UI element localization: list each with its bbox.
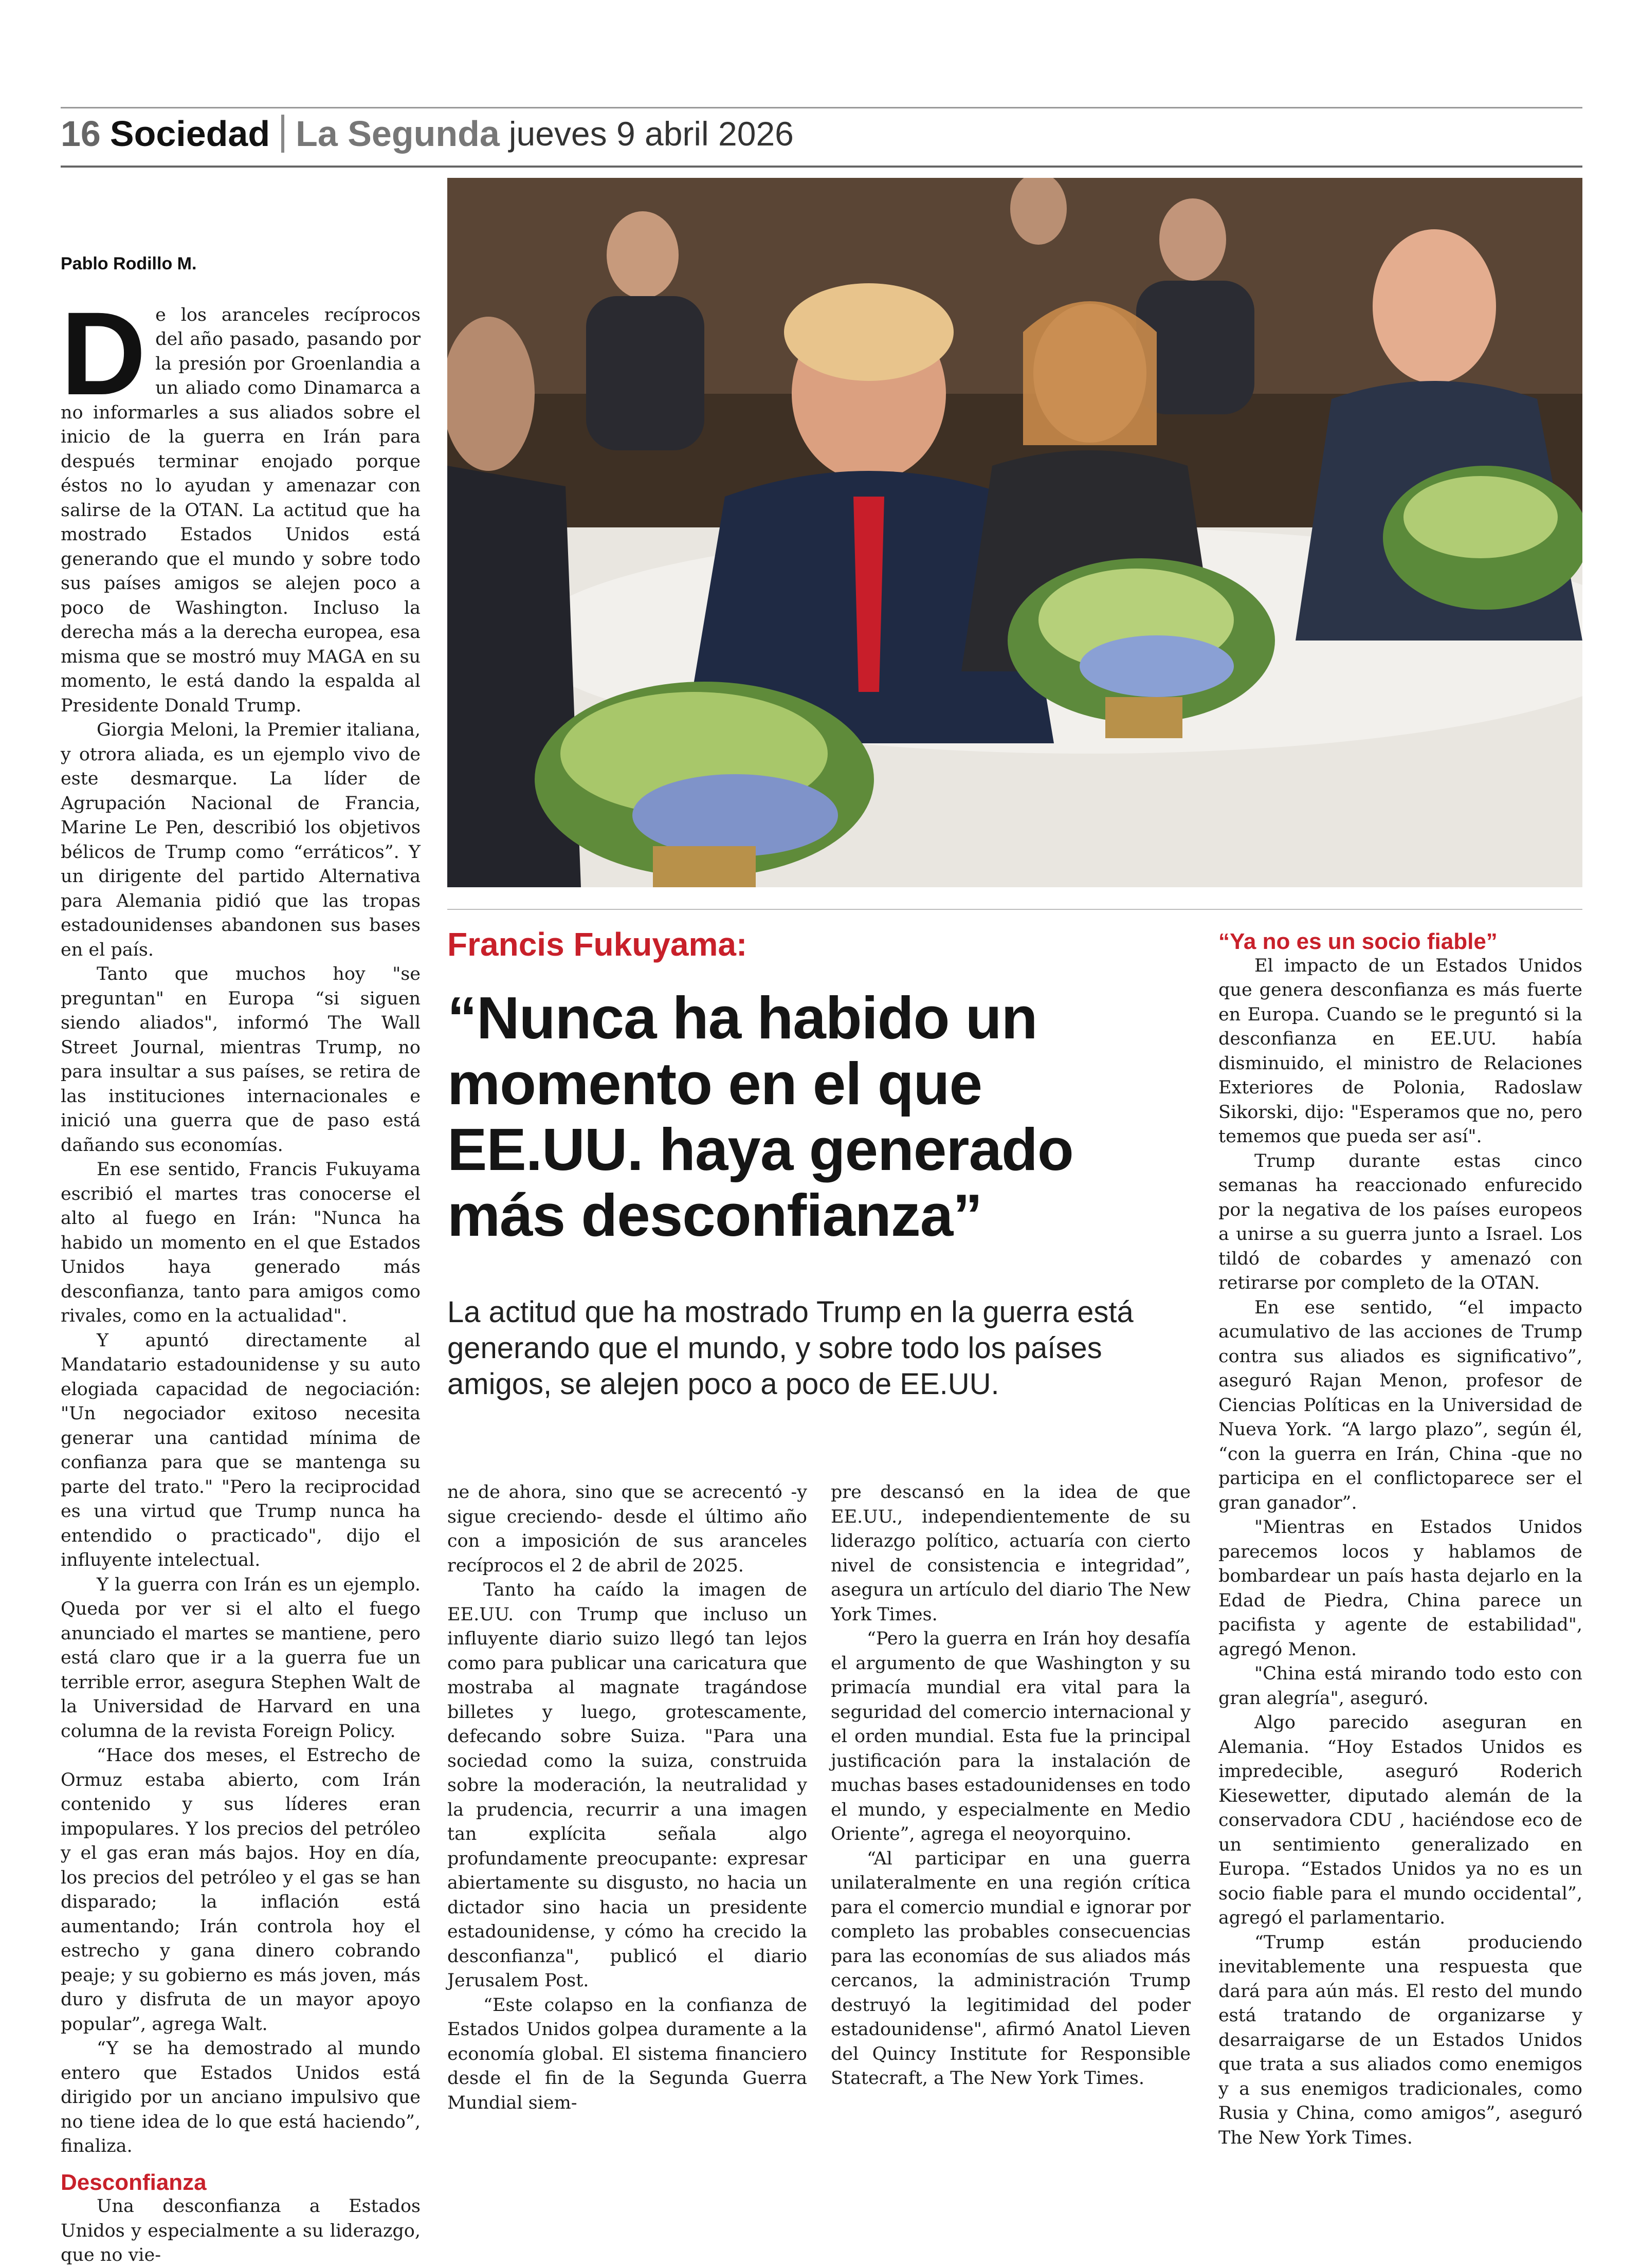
paragraph: En ese sentido, “el impacto acumulativo de las acciones de Trump contra sus aliados es significativo”, aseguró Rajan Menon, profesor de Ciencias Políticas en la Universidad de Nueva York. “A largo plazo”, según él, “con la guerra en Irán, China -que no participa en el conflictoparece ser el gran ganador”. [1218,1297,1582,1513]
paragraph: “Y se ha demostrado al mundo entero que Estados Unidos está dirigido por un anciano impulsivo que no tiene idea de lo que está haciendo”, finaliza. [61,2038,421,2156]
paragraph: Una desconfianza a Estados Unidos y especialmente a su liderazgo, que no vie- [61,2196,421,2265]
paragraph: "China está mirando todo esto con gran alegría", aseguró. [1218,1663,1582,1709]
photo-illustration [447,178,1582,887]
subheading-desconfianza: Desconfianza [61,2169,207,2195]
paragraph: “Al participar en una guerra unilateralmente en una región crítica para el comercio mundial e ignorar por completo las probables consecuencias para las economías de sus aliados más cercanos, la administración Trump destruyó la legitimidad del poder estadounidense", afirmó Anatol Lieven del Quincy Institute for Responsible Statecraft, a The New York Times. [831,1848,1191,2089]
paragraph: El impacto de un Estados Unidos que genera desconfianza es más fuerte en Europa. Cuando se le preguntó si la desconfianza en EE.UU. había disminuido, el ministro de Relaciones Exteriores de Polonia, Radoslaw Sikorski, dijo: "Esperamos que no, pero tememos que pueda ser así". [1218,955,1582,1147]
news-photo [447,178,1582,887]
photo-divider [447,909,1582,910]
paragraph: “Pero la guerra en Irán hoy desafía el argumento de que Washington y su primacía mundial era vital para la seguridad del comercio internacional y el orden mundial. Esta fue la principal justificación para la instalación de muchas bases estadounidenses en todo el mundo, y especialmente en Medio Oriente”, agrega el neoyorquino. [831,1629,1191,1844]
kicker: Francis Fukuyama: [447,926,747,963]
paragraph: “Hace dos meses, el Estrecho de Ormuz estaba abierto, com Irán contenido y sus líderes eran impopulares. Y los precios del petróleo y el gas eran más bajos. Hoy en día, los precios del petróleo y el gas se han disparado; la inflación está aumentando; Irán controla hoy el estrecho y gana dinero cobrando peaje; y su gobierno es más joven, más duro y disfruta de un mayor apoyo popular”, agrega Walt. [61,1745,421,2035]
section-name: Sociedad [110,114,270,154]
paragraph: Tanto que muchos hoy "se preguntan" en Europa “si siguen siendo aliados", informó The Wall Street Journal, mientras Trump, no para insultar a sus países, se retira de las instituciones internacionales e inició una guerra que de paso está dañando sus economías. [61,964,421,1156]
paragraph: Tanto ha caído la imagen de EE.UU. con Trump que incluso un influyente diario suizo llegó tan lejos como para publicar una caricatura que mostraba al magnate tragándose billetes y luego, grotescamente, defecando sobre Suiza. "Para una sociedad como la suiza, construida sobre la moderación, la neutralidad y la prudencia, recurrir a una imagen tan explícita señala algo profundamente preocupante: expresar abiertamente su disgusto, no hacia un dictador sino hacia un presidente estadounidense, y cómo ha crecido la desconfianza", publicó el diario Jerusalem Post. [447,1580,807,1991]
paragraph: Trump durante estas cinco semanas ha reaccionado enfurecido por la negativa de los países europeos a unirse a su guerra junto a Israel. Los tildó de cobardes y amenazó con retirarse por completo de la OTAN. [1218,1150,1582,1293]
paragraph: pre descansó en la idea de que EE.UU., independientemente de su liderazgo político, actuaría con cierto nivel de consistencia e integridad”, asegura un artículo del diario The New York Times. [831,1482,1191,1625]
paragraph: Y la guerra con Irán es un ejemplo. Queda por ver si el alto el fuego anunciado el martes se mantiene, pero está claro que ir a la guerra fue un terrible error, asegura Stephen Walt de la Universidad de Harvard en una columna de la revista Foreign Policy. [61,1574,421,1742]
header-divider [281,115,284,153]
page-header [61,103,1582,164]
lead-text: e los aranceles recíprocos del año pasado, pasando por la presión por Groenlandia a un aliado como Dinamarca a no informarles a sus aliados sobre el inicio de la guerra en Irán para después terminar enojado porque éstos no lo ayudan y amenazar con salirse de la OTAN. La actitud que ha mostrado Estados Unidos está generando que el mundo y sobre todo sus países amigos se alejen poco a poco de Washington. Incluso la derecha más a la derecha europea, esa misma que se mostró muy MAGA en su momento, le está dando la espalda al Presidente Donald Trump. [61,304,421,716]
top-rule [61,107,1582,108]
deck: La actitud que ha mostrado Trump en la guerra está generando que el mundo, y sobre todo los países amigos, se alejen poco a poco de EE.UU. [447,1295,1134,1401]
paragraph: Y apuntó directamente al Mandatario estadounidense y su auto elogiada capacidad de negociación: "Un negociador exitoso necesita generar una cantidad mínima de confianza para que se mantenga su parte del trato." "Pero la reciprocidad es una virtud que Trump nunca ha entendido o practicado", dijo el influyente intelectual. [61,1330,421,1570]
paragraph: En ese sentido, Francis Fukuyama escribió el martes tras conocerse el alto al fuego en Irán: "Nunca ha habido un momento en el que Estados Unidos haya generado más desconfianza, tanto para amigos como rivales, como en la actualidad". [61,1159,421,1326]
column-4 [1218,929,1582,2150]
byline: Pablo Rodillo M. [61,254,197,273]
paragraph: ne de ahora, sino que se acrecentó -y sigue creciendo- desde el último año con a imposición de sus aranceles recíprocos el 2 de abril de 2025. [447,1482,807,1576]
paragraph: “Trump están produciendo inevitablemente una respuesta que dará para aún más. El resto del mundo está tratando de organizarse y desarraigarse de un Estados Unidos que trata a sus aliados como enemigos y a sus enemigos tradicionales, como Rusia y China, como amigos”, aseguró The New York Times. [1218,1932,1582,2148]
column-1 [61,252,421,2268]
paragraph: Giorgia Meloni, la Premier italiana, y otrora aliada, es un ejemplo vivo de este desmarque. La líder de Agrupación Nacional de Francia, Marine Le Pen, describió los objetivos bélicos de Trump como “erráticos”. Y un dirigente del partido Alternativa para Alemania pidió que las tropas estadounidenses abandonen sus bases en el país. [61,720,421,960]
headline: “Nunca ha habido un momento en el que EE.UU. haya generado más desconfianza” [447,984,1073,1249]
issue-date: jueves 9 abril 2026 [508,115,794,153]
column-2 [447,1480,807,2115]
paragraph: "Mientras en Estados Unidos parecemos locos y hablamos de bombardear un país hasta dejarlo en la Edad de Piedra, China parece un pacifista y agente de estabilidad", agregó Menon. [1218,1517,1582,1660]
subheading-socio-fiable: “Ya no es un socio fiable” [1218,929,1498,954]
paragraph: Algo parecido aseguran en Alemania. “Hoy Estados Unidos es impredecible, aseguró Roderich Kiesewetter, diputado alemán de la conservadora CDU , haciéndose eco de un sentimiento generalizado en Europa. “Estados Unidos ya no es un socio fiable para el mundo occidental”, agregó el parlamentario. [1218,1712,1582,1928]
newspaper-name: La Segunda [296,114,500,154]
column-3 [831,1480,1191,2091]
header-rule [61,166,1582,168]
lead-paragraph [61,287,421,719]
page-number: 16 [61,114,101,154]
headline-block [447,925,1182,1402]
paragraph: “Este colapso en la confianza de Estados Unidos golpea duramente a la economía global. El sistema financiero desde el fin de la Segunda Guerra Mundial siem- [447,1995,807,2113]
drop-cap: D [61,287,147,419]
